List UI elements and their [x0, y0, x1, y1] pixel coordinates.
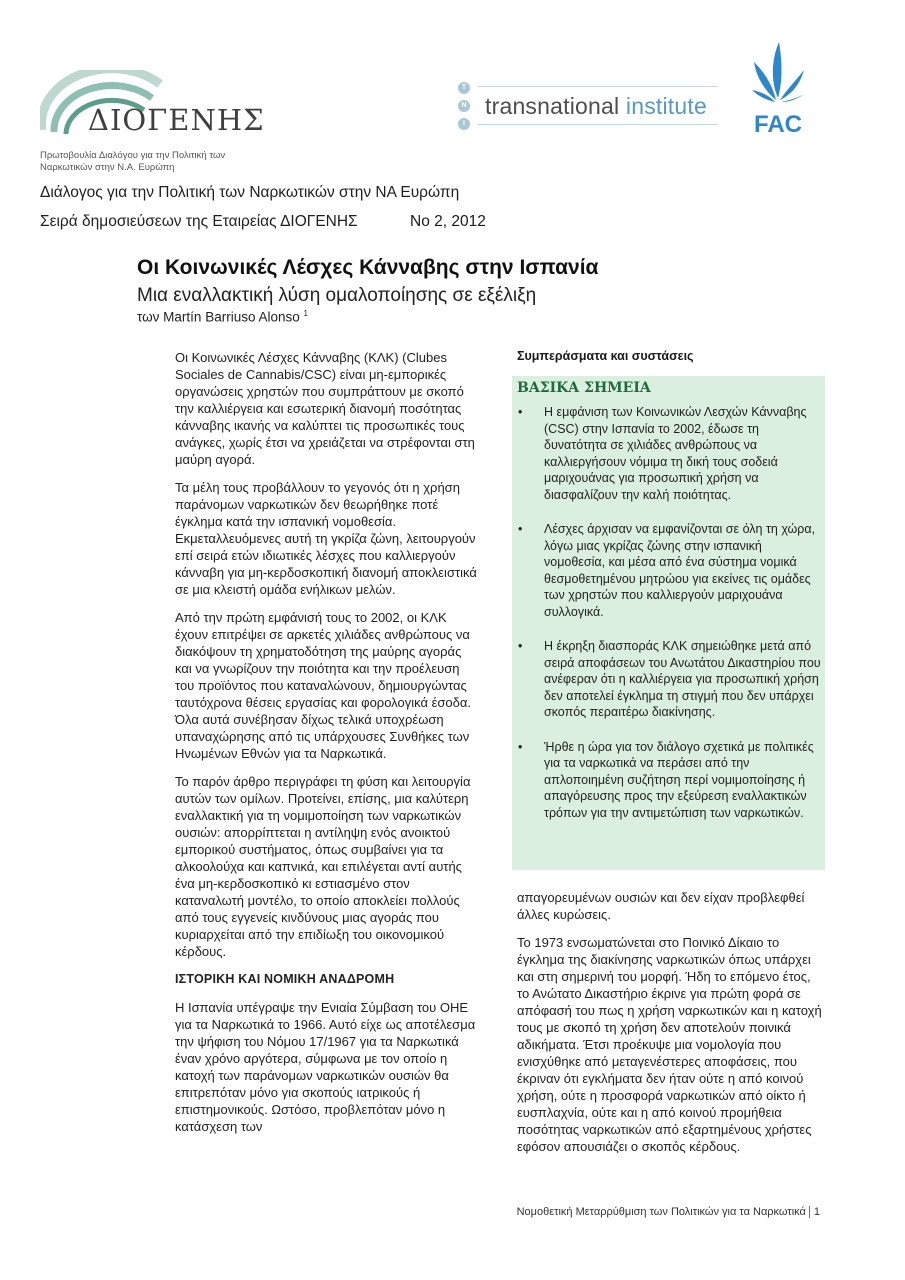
paragraph: Το παρόν άρθρο περιγράφει τη φύση και λειτουργία αυτών των ομίλων. Προτείνει, επίσης, μια καλύτερη εναλλακτική για τη νομιμοποίηση των ναρκωτικών ουσιών: απορρίπτεται η αντίληψη ενός ανοικτού εμπορικού συστήματος, όπως συμβαίνει για τα αλκοολούχα και καπνικά, και επιλέγεται αντί αυτής ένα μη-κερδοσκοπικό κι εστιασμένο στον καταναλωτή μοντέλο, το οποίο αποκλείει πολλούς από τους εγγενείς κινδύνους μιας αγοράς που κυριαρχείται από την επιδίωξη του οικονομικού κέρδους. [175, 774, 471, 959]
key-points-list [512, 404, 822, 839]
paragraph: Τα μέλη τους προβάλλουν το γεγονός ότι η χρήση παράνομων ναρκωτικών δεν θεωρήθηκε ποτέ έγκλημα κατά την ισπανική νομοθεσία. Εκμεταλλευόμενες αυτή τη γκρίζα ζώνη, λειτουργούν επί σειρά ετών ιδιωτικές λέσχες που καλλιεργούν κάνναβη για μη-κερδοσκοπική διανομή αποκλειστικά σε μια κλειστή ομάδα ενήλικων μελών. [175, 480, 477, 597]
footnote-ref[interactable]: 1 [303, 309, 308, 318]
paragraph: Οι Κοινωνικές Λέσχες Κάνναβης (ΚΛΚ) (Clubes Sociales de Cannabis/CSC) είναι μη-εμπορικές οργανώσεις χρηστών που συμπράττουν με σκοπό την καλλιέργεια και εσωτερική διανομή ποσότητας κάνναβης ικανής να καλύπτει τις προσωπικές τους ανάγκες, χωρίς έτσι να χρειάζεται να στρέφονται στη μαύρη αγορά. [175, 350, 475, 467]
tni-logo-dots [458, 82, 472, 132]
key-points-title: ΒΑΣΙΚΑ ΣΗΜΕΙΑ [517, 380, 651, 396]
section-heading: ΙΣΤΟΡΙΚΗ ΚΑΙ ΝΟΜΙΚΗ ΑΝΑΔΡΟΜΗ [175, 972, 395, 986]
fac-logo-text: FAC [754, 111, 802, 135]
key-point-item: • Λέσχες άρχισαν να εμφανίζονται σε όλη τη χώρα, λόγω μιας γκρίζας ζώνης στην ισπανική νομοθεσία, και μέσα από ένα σύστημα νομικά θεσμοθετημένου μητρώου για εκείνες τις ομάδες των χρηστών που καλλιεργούν μαριχουάνα συλλογικά. [518, 522, 816, 619]
bullet-icon: • [518, 739, 523, 754]
footer-text: Νομοθετική Μεταρρύθμιση των Πολιτικών για τα Ναρκωτικά [516, 1206, 806, 1218]
diogenis-logo-text: ΔΙΟΓΕΝΗΣ [88, 103, 265, 137]
tni-dot-n: N [458, 100, 470, 112]
tni-logo-text: transnational institute [485, 93, 707, 119]
article-author: των Martín Barriuso Alonso $^1$ [137, 309, 308, 325]
fac-logo [748, 40, 808, 135]
article-subtitle: Μια εναλλακτική λύση ομαλοποίησης σε εξέλιξη [137, 285, 537, 306]
tni-dot-i: I [458, 118, 470, 130]
tni-rule-top [478, 86, 718, 87]
diogenis-tagline: Πρωτοβουλία Διαλόγου για την Πολιτική των Ναρκωτικών στην Ν.Α. Ευρώπη [40, 150, 226, 173]
paragraph: Το 1973 ενσωματώνεται στο Ποινικό Δίκαιο το έγκλημα της διακίνησης ναρκωτικών όπως υπάρχει και στη σημερινή του μορφή. Ήδη το επόμενο έτος, το Ανώτατο Δικαστήριο έκρινε για πρώτη φορά σε απόφασή του πως η χρήση ναρκωτικών και η κατοχή τους με σκοπό τη χρήση δεν αποτελούν ποινικά αδικήματα. Έτσι προέκυψε μια νομολογία που ενισχύθηκε από μεταγενέστερες αποφάσεις, που έκριναν ότι εγκλήματα δεν ήταν ούτε η από κοινού χρήση, ούτε η προσφορά ναρκωτικών από οίκτο ή ευσπλαχνία, ούτε και η από κοινού προμήθεια ποσότητας ναρκωτικών από εξαρτημένους χρήστες εφόσον απουσιάζει ο σκοπός κέρδους. [517, 935, 822, 1154]
right-column [517, 889, 822, 1166]
left-column [175, 349, 480, 1146]
tni-dot-t: T [458, 82, 470, 94]
conclusions-heading: Συμπεράσματα και συστάσεις [517, 349, 694, 363]
key-point-item: • Η έκρηξη διασποράς ΚΛΚ σημειώθηκε μετά από σειρά αποφάσεων του Ανωτάτου Δικαστηρίου που ανέφεραν ότι η καλλιέργεια για προσωπική χρήση δεν αποτελεί έγκλημα τη στιγμή που δεν υπάρχει σκοπός περαιτέρω διακίνησης. [518, 639, 821, 719]
series-title: Διάλογος για την Πολιτική των Ναρκωτικών στην ΝΑ Ευρώπη [40, 184, 460, 201]
key-point-item: • Ήρθε η ώρα για τον διάλογο σχετικά με πολιτικές για τα ναρκωτικά να περάσει από την απλοποιημένη συζήτηση περί νομιμοποίησης ή απαγόρευσης προς την εξεύρεση εναλλακτικών τρόπων για την αντιμετώπιση των ναρκωτικών. [518, 739, 814, 820]
key-point-item: • Η εμφάνιση των Κοινωνικών Λεσχών Κάνναβης (CSC) στην Ισπανία το 2002, έδωσε τη δυνατότητα σε χιλιάδες ανθρώπους να καλλιεργήσουν νόμιμα τη δική τους σοδειά μαριχουάνας για προσωπική χρήση να διασφαλίζουν την καλή ποιότητας. [518, 405, 807, 502]
page-number: 1 [809, 1206, 820, 1218]
bullet-icon: • [518, 639, 523, 653]
paragraph: απαγορευμένων ουσιών και δεν είχαν προβλεφθεί άλλες κυρώσεις. [517, 890, 805, 922]
article-title: Οι Κοινωνικές Λέσχες Κάνναβης στην Ισπανία [137, 256, 599, 279]
page-footer [517, 1206, 820, 1218]
paragraph: Από την πρώτη εμφάνισή τους το 2002, οι ΚΛΚ έχουν επιτρέψει σε αρκετές χιλιάδες ανθρώπους να διακόψουν τη χρηματοδότηση της μαύρης αγοράς και να γνωρίζουν την ποιότητα και την προέλευση του προϊόντος που καταναλώνουν, δημιουργώντας ταυτόχρονα θέσεις εργασίας και φορολογικά έσοδα. Όλα αυτά συνέβησαν δίχως τελικά υποχρέωση υπαναχώρησης από τις υπάρχουσες Συνθήκες των Ηνωμένων Εθνών για τα Ναρκωτικά. [175, 610, 471, 761]
series-number: No 2, 2012 [410, 213, 486, 230]
bullet-icon: • [518, 405, 523, 419]
series-publisher: Σειρά δημοσιεύσεων της Εταιρείας ΔΙΟΓΕΝΗΣ [40, 213, 358, 230]
bullet-icon: • [518, 522, 523, 536]
tni-rule-bottom [478, 124, 718, 125]
paragraph: Η Ισπανία υπέγραψε την Ενιαία Σύμβαση του ΟΗΕ για τα Ναρκωτικά το 1966. Αυτό είχε ως αποτέλεσμα την ψήφιση του Νόμου 17/1967 για τα Ναρκωτικά έναν χρόνο αργότερα, σύμφωνα με τον οποίο η κατοχή των παράνομων ναρκωτικών ουσιών θα επιτρεπόταν μόνο για σκοπούς ιατρικούς ή επιστημονικούς. Ωστόσο, προβλεπόταν μόνο η κατάσχεση των [175, 1000, 476, 1134]
